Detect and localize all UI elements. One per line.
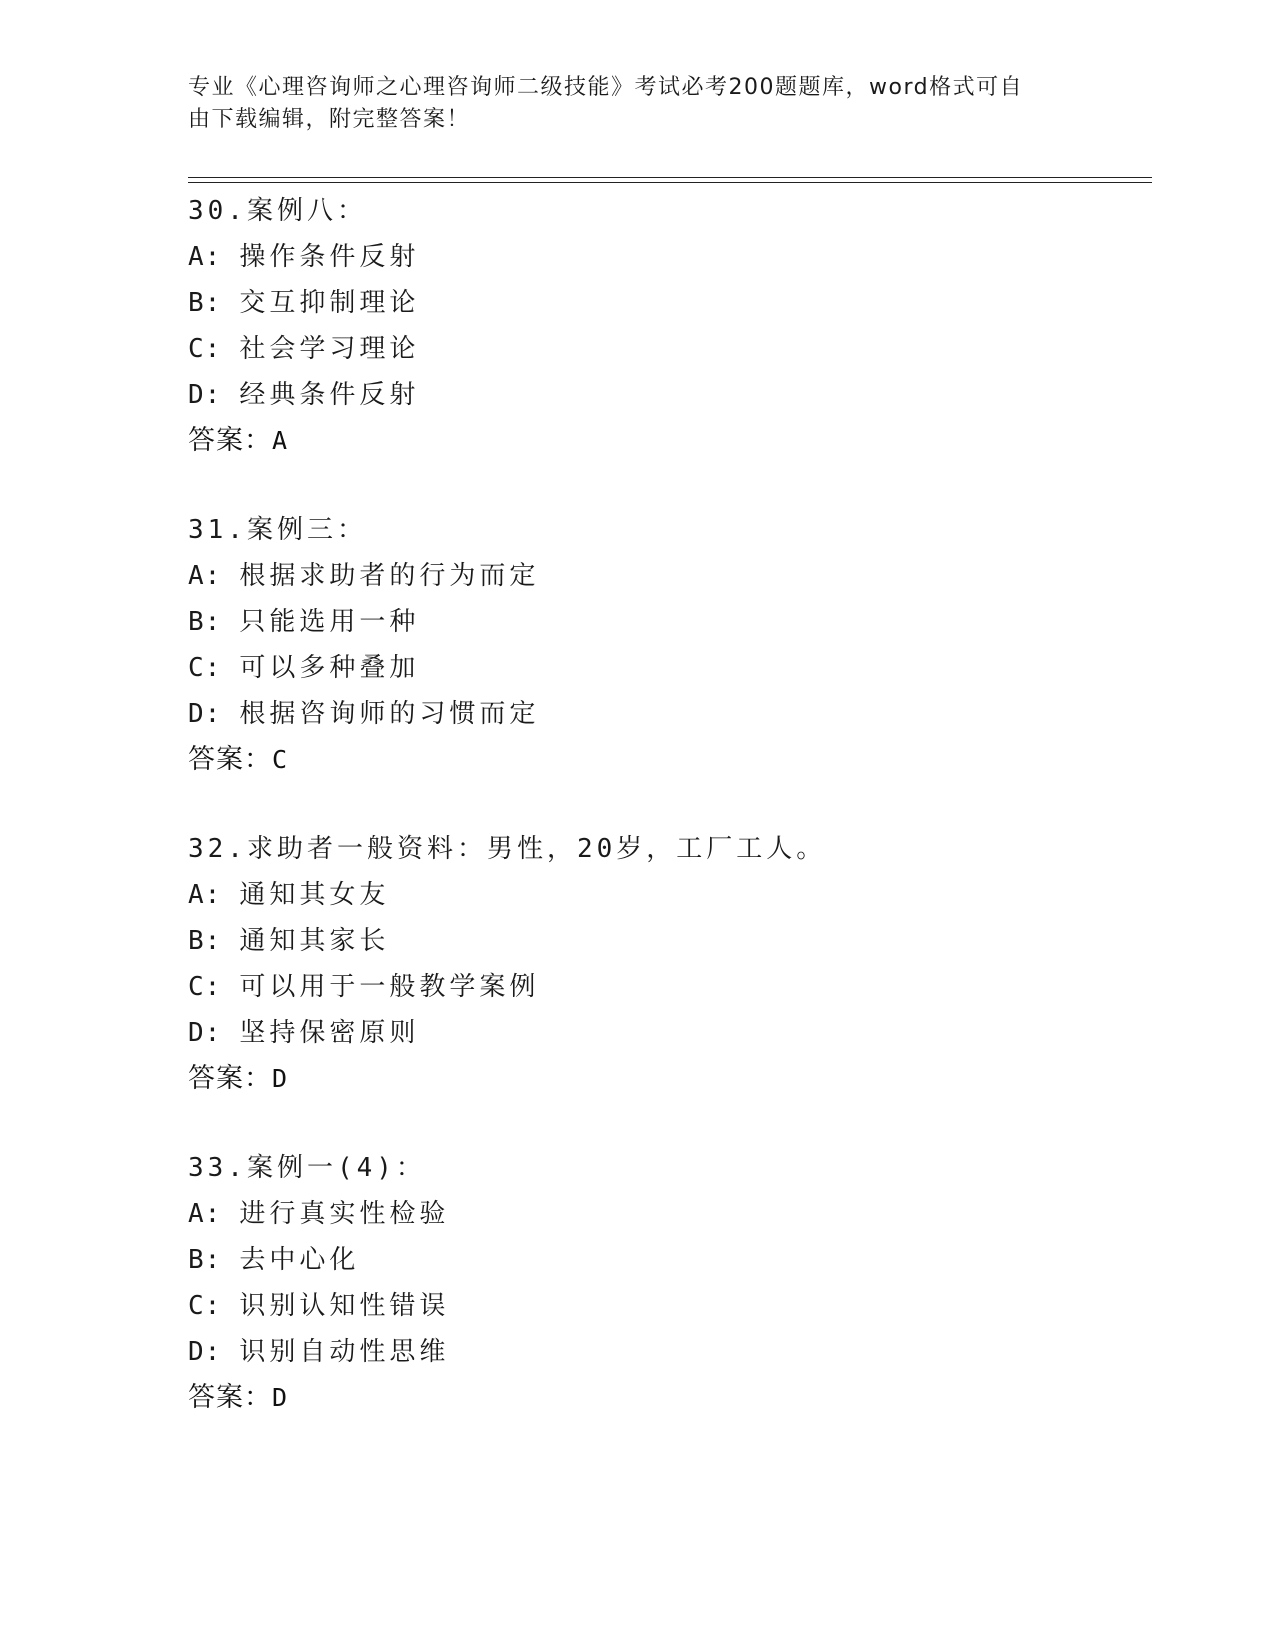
- option-text: 坚持保密原则: [239, 1018, 420, 1048]
- option-c: [188, 964, 1148, 1010]
- document-header-note: [188, 72, 1068, 136]
- option-text: 识别认知性错误: [239, 1291, 450, 1321]
- question-stem: 30.案例八：: [188, 196, 367, 226]
- option-text: 进行真实性检验: [239, 1199, 450, 1229]
- option-key: C:: [188, 334, 222, 364]
- option-key: A:: [188, 1199, 222, 1229]
- option-text: 社会学习理论: [239, 334, 420, 364]
- option-d: [188, 372, 1148, 418]
- question-32: [188, 826, 1148, 1102]
- option-key: C:: [188, 653, 222, 683]
- option-key: D:: [188, 1337, 222, 1367]
- answer-label: 答案：: [188, 1382, 272, 1413]
- answer-value: D: [272, 1064, 289, 1093]
- option-text: 根据咨询师的习惯而定: [239, 699, 540, 729]
- option-text: 可以多种叠加: [239, 653, 420, 683]
- answer-label: 答案：: [188, 425, 272, 456]
- option-b: [188, 1237, 1148, 1283]
- option-c: [188, 645, 1148, 691]
- option-text: 通知其女友: [239, 880, 390, 910]
- option-d: [188, 1010, 1148, 1056]
- header-line-2: 由下载编辑，附完整答案！: [188, 107, 471, 132]
- option-key: D:: [188, 1018, 222, 1048]
- option-text: 根据求助者的行为而定: [239, 561, 540, 591]
- answer-line: [188, 737, 1148, 783]
- option-c: [188, 326, 1148, 372]
- header-divider-top: [188, 177, 1152, 178]
- option-text: 只能选用一种: [239, 607, 420, 637]
- answer-label: 答案：: [188, 744, 272, 775]
- answer-value: A: [272, 426, 289, 455]
- option-a: [188, 872, 1148, 918]
- option-key: B:: [188, 607, 222, 637]
- option-key: B:: [188, 926, 222, 956]
- question-31: [188, 507, 1148, 783]
- option-text: 交互抑制理论: [239, 288, 420, 318]
- option-a: [188, 234, 1148, 280]
- option-text: 通知其家长: [239, 926, 390, 956]
- option-text: 去中心化: [239, 1245, 360, 1275]
- option-text: 经典条件反射: [239, 380, 420, 410]
- option-b: [188, 599, 1148, 645]
- option-text: 可以用于一般教学案例: [239, 972, 540, 1002]
- option-a: [188, 1191, 1148, 1237]
- option-a: [188, 553, 1148, 599]
- question-stem: 33.案例一(4)：: [188, 1153, 426, 1183]
- option-key: C:: [188, 1291, 222, 1321]
- option-d: [188, 691, 1148, 737]
- answer-value: C: [272, 745, 289, 774]
- option-key: B:: [188, 1245, 222, 1275]
- option-key: D:: [188, 699, 222, 729]
- option-key: C:: [188, 972, 222, 1002]
- header-divider-bottom: [188, 182, 1152, 183]
- option-key: A:: [188, 561, 222, 591]
- option-b: [188, 280, 1148, 326]
- option-d: [188, 1329, 1148, 1375]
- question-30: [188, 188, 1148, 464]
- question-33: [188, 1145, 1148, 1421]
- option-b: [188, 918, 1148, 964]
- question-stem: 31.案例三：: [188, 515, 367, 545]
- option-key: A:: [188, 880, 222, 910]
- answer-value: D: [272, 1383, 289, 1412]
- option-c: [188, 1283, 1148, 1329]
- answer-line: [188, 418, 1148, 464]
- question-list: [188, 188, 1148, 1464]
- option-key: D:: [188, 380, 222, 410]
- option-key: A:: [188, 242, 222, 272]
- option-text: 操作条件反射: [239, 242, 420, 272]
- answer-line: [188, 1375, 1148, 1421]
- answer-label: 答案：: [188, 1063, 272, 1094]
- option-text: 识别自动性思维: [239, 1337, 450, 1367]
- question-stem: 32.求助者一般资料：男性，20岁，工厂工人。: [188, 834, 827, 864]
- option-key: B:: [188, 288, 222, 318]
- answer-line: [188, 1056, 1148, 1102]
- header-line-1: 专业《心理咨询师之心理咨询师二级技能》考试必考200题题库，word格式可自: [188, 75, 1024, 100]
